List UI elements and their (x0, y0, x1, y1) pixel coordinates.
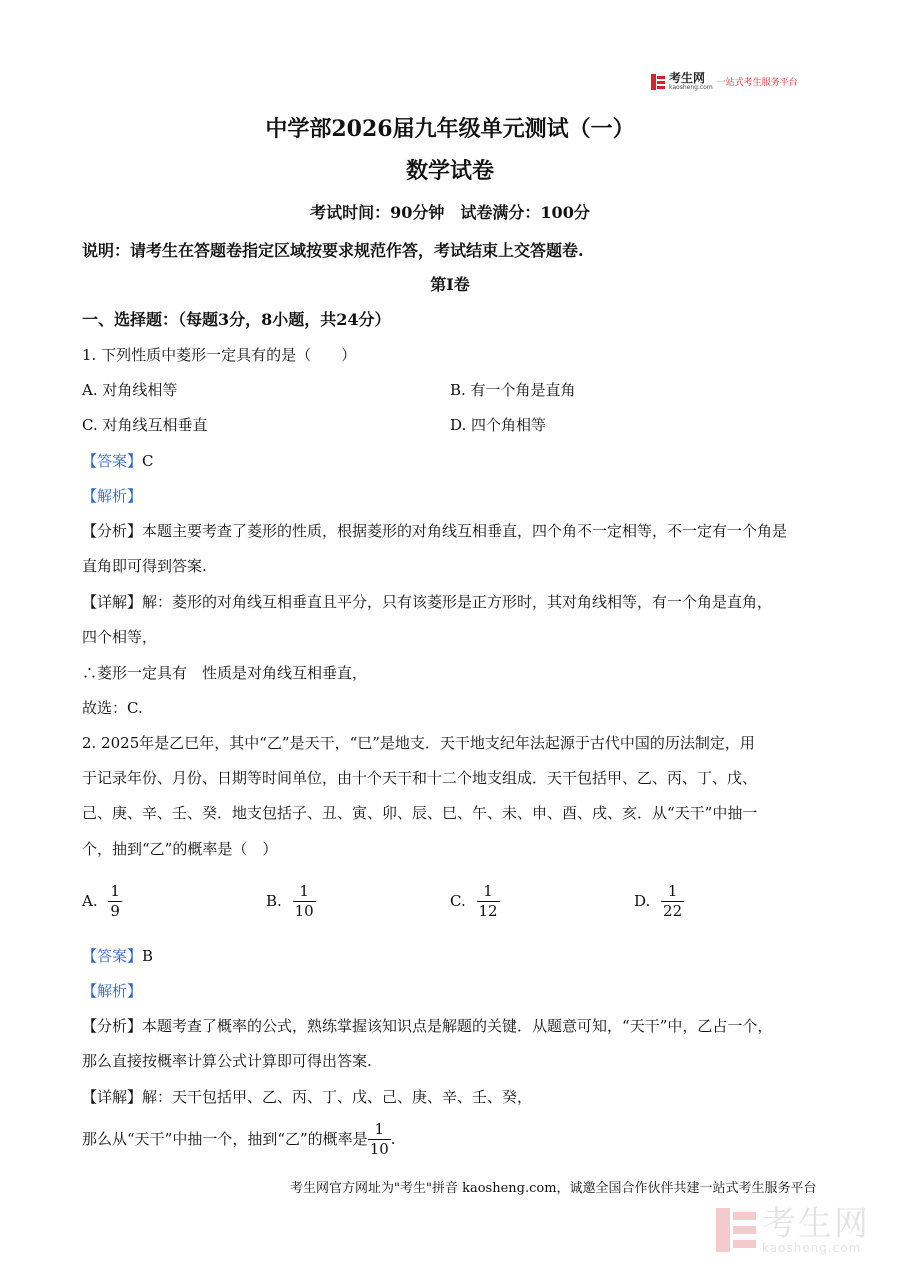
q2-answer-value: B (142, 947, 154, 965)
q2-xiangjie-text: 解：天干包括甲、乙、丙、丁、戊、己、庚、辛、壬、癸， (142, 1088, 533, 1106)
footer-text: 考生网官方网址为"考生"拼音 kaosheng.com，诚邀全国合作伙伴共建一站式考生服务平台 (290, 1181, 817, 1196)
q1-stem: 1. 下列性质中菱形一定具有的是（ ） (82, 346, 357, 364)
page-title: 中学部2026届九年级单元测试（一） (265, 116, 635, 142)
q2-option-a (82, 880, 122, 921)
q2-option-c-fraction (477, 882, 500, 921)
q1-answer-tag: 【答案】 (82, 452, 143, 470)
watermark-name: 考生网 (762, 1204, 870, 1244)
q2-option-b-label: B. (266, 892, 282, 910)
q2-option-b-denominator: 10 (294, 901, 314, 920)
q2-fenxi-2: 那么直接按概率计算公式计算即可得出答案. (82, 1052, 372, 1070)
logo-name: 考生网 (669, 71, 706, 85)
q2-stem-2: 于记录年份、月份、日期等时间单位，由十个天干和十二个地支组成．天干包括甲、乙、丙、丁、戊、 (82, 769, 758, 787)
q2-xiangjie-2-fraction (368, 1120, 391, 1159)
q1-final: 故选：C. (82, 699, 143, 717)
q2-option-b-numerator: 1 (293, 882, 316, 902)
q2-fenxi-tag: 【分析】 (82, 1017, 143, 1035)
q2-option-d-numerator: 1 (661, 882, 684, 902)
q2-stem-1: 2. 2025年是乙巳年，其中“乙”是天干，“巳”是地支．天干地支纪年法起源于古代中国的历法制定，用 (82, 734, 755, 752)
q2-xiangjie-2-numerator: 1 (368, 1120, 391, 1140)
q2-option-c-denominator: 12 (478, 901, 498, 920)
q2-fenxi-1 (82, 1015, 772, 1037)
q1-fenxi-1 (82, 520, 787, 542)
volume-heading: 第I卷 (430, 275, 470, 294)
q1-xiangjie-text: 解：菱形的对角线互相垂直且平分，只有该菱形是正方形时，其对角线相等，有一个角是直角， (142, 593, 773, 611)
q2-option-b (266, 880, 316, 921)
q2-option-b-fraction (293, 882, 316, 921)
q2-option-a-fraction (108, 882, 122, 921)
logo-slogan: 一站式考生服务平台 (716, 78, 798, 88)
section-heading: 一、选择题：（每题3分，8小题，共24分） (82, 310, 391, 329)
q1-xiangjie-2: 四个相等， (82, 628, 158, 646)
q1-xiangjie-tag: 【详解】 (82, 593, 143, 611)
q2-xiangjie-1 (82, 1086, 532, 1108)
q2-option-a-label: A. (82, 892, 98, 910)
q2-option-d-label: D. (634, 892, 651, 910)
q2-option-c-label: C. (450, 892, 466, 910)
watermark (716, 1206, 870, 1254)
logo-url: kaosheng.com (669, 84, 713, 91)
q1-option-c: C. 对角线互相垂直 (82, 416, 208, 434)
q1-option-d: D. 四个角相等 (450, 416, 547, 434)
q1-fenxi-tag: 【分析】 (82, 522, 143, 540)
q2-fenxi-text: 本题考查了概率的公式，熟练掌握该知识点是解题的关键．从题意可知，“天干”中，乙占一个， (142, 1017, 773, 1035)
q1-fenxi-text: 本题主要考查了菱形的性质，根据菱形的对角线互相垂直，四个角不一定相等，不一定有一个角是 (142, 522, 788, 540)
kaosheng-logo-icon (651, 74, 665, 90)
q2-option-d-fraction (661, 882, 684, 921)
q2-xiangjie-tag: 【详解】 (82, 1088, 143, 1106)
exam-info: 考试时间：90分钟 试卷满分：100分 (310, 203, 590, 222)
q2-xiangjie-2-text: 那么从“天干”中抽一个，抽到“乙”的概率是 (82, 1130, 368, 1148)
page-subtitle: 数学试卷 (405, 158, 494, 184)
q2-stem-4: 个，抽到“乙”的概率是（ ） (82, 840, 278, 858)
q1-fenxi-2: 直角即可得到答案. (82, 557, 207, 575)
instructions: 说明：请考生在答题卷指定区域按要求规范作答，考试结束上交答题卷. (82, 241, 584, 260)
q2-xiangjie-2 (82, 1118, 396, 1159)
q1-option-b: B. 有一个角是直角 (450, 381, 576, 399)
q2-option-d-denominator: 22 (663, 901, 683, 920)
q2-answer-tag: 【答案】 (82, 947, 143, 965)
q2-option-a-denominator: 9 (110, 901, 120, 920)
q1-analysis-tag: 【解析】 (82, 487, 143, 505)
q2-answer (82, 945, 153, 967)
header-logo[interactable] (651, 72, 798, 91)
q1-option-a: A. 对角线相等 (82, 381, 178, 399)
q2-option-c-numerator: 1 (477, 882, 500, 902)
q2-xiangjie-2-period: . (390, 1130, 396, 1148)
q1-answer-value: C (142, 452, 154, 470)
q2-option-a-numerator: 1 (110, 881, 120, 900)
q2-xiangjie-2-denominator: 10 (369, 1139, 389, 1158)
q1-xiangjie-1 (82, 591, 772, 613)
watermark-logo-icon (716, 1208, 756, 1252)
q1-conclusion: ∴菱形一定具有 性质是对角线互相垂直， (82, 664, 368, 682)
watermark-url: kaosheng.com (762, 1241, 862, 1255)
q2-analysis-tag: 【解析】 (82, 982, 143, 1000)
q2-stem-3: 己、庚、辛、壬、癸．地支包括子、丑、寅、卯、辰、巳、午、未、申、酉、戌、亥．从“天干”中抽一 (82, 804, 758, 822)
q2-option-c (450, 880, 500, 921)
q2-option-d (634, 880, 684, 921)
q1-answer (82, 450, 154, 472)
